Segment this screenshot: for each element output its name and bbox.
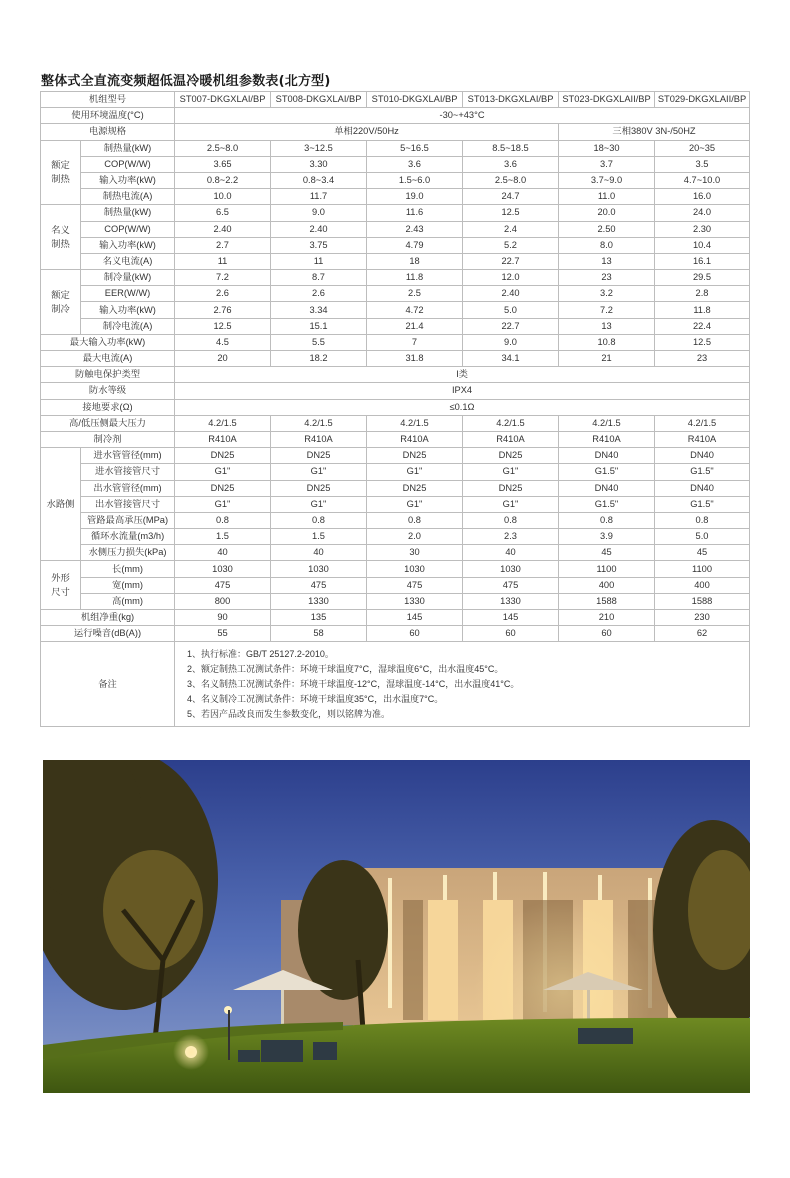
notes-label: 备注 [41, 642, 175, 727]
value-cell: 210 [559, 610, 655, 626]
value-cell: 2.8 [655, 286, 750, 302]
dimensions-group [41, 561, 81, 610]
value-cell: 0.8 [559, 512, 655, 528]
row-label: 最大输入功率(kW) [41, 334, 175, 350]
row-label: 循环水流量(m3/h) [81, 529, 175, 545]
value-cell: 1.5 [271, 529, 367, 545]
value-cell: 11 [271, 253, 367, 269]
value-cell: DN25 [175, 480, 271, 496]
value-cell: 13 [559, 253, 655, 269]
value-cell: 2.0 [367, 529, 463, 545]
value-cell: 1100 [559, 561, 655, 577]
nominal-heating-row [41, 237, 750, 253]
dimensions-row [41, 561, 750, 577]
value-cell: G1" [463, 464, 559, 480]
value-cell: 31.8 [367, 351, 463, 367]
value-cell: 475 [367, 577, 463, 593]
row-label: 长(mm) [81, 561, 175, 577]
value-cell: 90 [175, 610, 271, 626]
notes-row [41, 642, 750, 727]
model-label: 机组型号 [41, 92, 175, 108]
value-cell: 230 [655, 610, 750, 626]
value-cell: 1100 [655, 561, 750, 577]
value-cell: 4.79 [367, 237, 463, 253]
value-cell: 18 [367, 253, 463, 269]
value-cell: 23 [559, 270, 655, 286]
value-cell: 11.0 [559, 189, 655, 205]
value-cell: 40 [463, 545, 559, 561]
row-label: 接地要求(Ω) [41, 399, 175, 415]
value-cell: 45 [655, 545, 750, 561]
value-cell: 4.2/1.5 [463, 415, 559, 431]
value-cell: 475 [175, 577, 271, 593]
value-cell: G1.5" [655, 496, 750, 512]
rated-heating-row [41, 140, 750, 156]
row-label: 最大电流(A) [41, 351, 175, 367]
value-cell: 10.4 [655, 237, 750, 253]
villa-night-photo [43, 760, 750, 1093]
value-cell: 5.5 [271, 334, 367, 350]
value-cell: 5.2 [463, 237, 559, 253]
value-cell: 145 [463, 610, 559, 626]
value-cell: 29.5 [655, 270, 750, 286]
group-label: 额定 [51, 160, 70, 171]
row-label: EER(W/W) [81, 286, 175, 302]
value-cell: G1" [367, 496, 463, 512]
value-cell: ≤0.1Ω [175, 399, 750, 415]
value-cell: 1030 [367, 561, 463, 577]
waterproof-row [41, 383, 750, 399]
value-cell: 23 [655, 351, 750, 367]
value-cell: 475 [463, 577, 559, 593]
value-cell: 12.0 [463, 270, 559, 286]
value-cell: 1588 [559, 593, 655, 609]
value-cell: 2.40 [175, 221, 271, 237]
value-cell: 8.7 [271, 270, 367, 286]
value-cell: 10.8 [559, 334, 655, 350]
value-cell: I类 [175, 367, 750, 383]
nominal-heating-row [41, 205, 750, 221]
value-cell: 3.6 [367, 156, 463, 172]
value-cell: 2.50 [559, 221, 655, 237]
group-label: 制热 [51, 174, 70, 185]
value-cell: 62 [655, 626, 750, 642]
value-cell: 8.0 [559, 237, 655, 253]
value-cell: 2.4 [463, 221, 559, 237]
value-cell: 11.6 [367, 205, 463, 221]
value-cell: 12.5 [175, 318, 271, 334]
value-cell: 24.7 [463, 189, 559, 205]
value-cell: 10.0 [175, 189, 271, 205]
row-label: 输入功率(kW) [81, 237, 175, 253]
row-label: 制热量(kW) [81, 205, 175, 221]
rated-heating-group [41, 140, 81, 205]
note-line: 2、额定制热工况测试条件：环境干球温度7°C，湿球温度6°C，出水温度45°C。 [187, 663, 504, 674]
row-label: 运行噪音(dB(A)) [41, 626, 175, 642]
nominal-heating-group [41, 205, 81, 270]
value-cell: 11 [175, 253, 271, 269]
row-label: 管路最高承压(MPa) [81, 512, 175, 528]
value-cell: 1330 [367, 593, 463, 609]
group-label: 外形 [51, 573, 70, 584]
value-cell: 55 [175, 626, 271, 642]
value-cell: 2.30 [655, 221, 750, 237]
value-cell: G1.5" [559, 496, 655, 512]
row-label: 名义电流(A) [81, 253, 175, 269]
nominal-heating-row [41, 221, 750, 237]
row-label: 进水管管径(mm) [81, 448, 175, 464]
value-cell: DN25 [367, 448, 463, 464]
row-label: 防水等级 [41, 383, 175, 399]
value-cell: 6.5 [175, 205, 271, 221]
value-cell: R410A [175, 431, 271, 447]
note-line: 4、名义制冷工况测试条件：环境干球温度35°C，出水温度7°C。 [187, 693, 444, 704]
value-cell: 4.72 [367, 302, 463, 318]
page-title: 整体式全直流变频超低温冷暖机组参数表(北方型) [41, 74, 331, 89]
row-label: 出水管管径(mm) [81, 480, 175, 496]
value-cell: 2.43 [367, 221, 463, 237]
water-row [41, 496, 750, 512]
value-cell: 2.40 [463, 286, 559, 302]
value-cell: 8.5~18.5 [463, 140, 559, 156]
value-cell: 2.6 [175, 286, 271, 302]
value-cell: DN40 [559, 448, 655, 464]
water-row [41, 529, 750, 545]
value-cell: 16.0 [655, 189, 750, 205]
value-cell: 40 [271, 545, 367, 561]
value-cell: 2.3 [463, 529, 559, 545]
value-cell: 20~35 [655, 140, 750, 156]
value-cell: 45 [559, 545, 655, 561]
value-cell: 60 [559, 626, 655, 642]
value-cell: 30 [367, 545, 463, 561]
value-cell: 3.6 [463, 156, 559, 172]
notes-content [175, 642, 750, 727]
row-label: 制热量(kW) [81, 140, 175, 156]
nominal-heating-row [41, 253, 750, 269]
value-cell: G1.5" [559, 464, 655, 480]
value-cell: DN25 [367, 480, 463, 496]
value-cell: 2.7 [175, 237, 271, 253]
refrigerant-row [41, 431, 750, 447]
value-cell: 5~16.5 [367, 140, 463, 156]
value-cell: 24.0 [655, 205, 750, 221]
power-label: 电源规格 [41, 124, 175, 140]
noise-row [41, 626, 750, 642]
spec-table [40, 91, 750, 727]
value-cell: 60 [463, 626, 559, 642]
value-cell: 22.7 [463, 318, 559, 334]
model-name: ST007-DKGXLAI/BP [175, 92, 271, 108]
value-cell: DN40 [655, 448, 750, 464]
row-label: 宽(mm) [81, 577, 175, 593]
row-label: 高(mm) [81, 593, 175, 609]
value-cell: G1.5" [655, 464, 750, 480]
value-cell: DN40 [559, 480, 655, 496]
note-line: 5、若因产品改良而发生参数变化，则以铭牌为准。 [187, 708, 391, 719]
value-cell: 15.1 [271, 318, 367, 334]
value-cell: 13 [559, 318, 655, 334]
value-cell: 5.0 [463, 302, 559, 318]
value-cell: 1330 [271, 593, 367, 609]
value-cell: 5.0 [655, 529, 750, 545]
water-row [41, 448, 750, 464]
row-label: 制冷剂 [41, 431, 175, 447]
value-cell: 0.8 [655, 512, 750, 528]
value-cell: 1588 [655, 593, 750, 609]
note-line: 1、执行标准：GB/T 25127.2-2010。 [187, 648, 334, 659]
row-label: 制冷量(kW) [81, 270, 175, 286]
rated-cooling-group [41, 270, 81, 335]
group-label: 制冷 [51, 303, 70, 314]
ambient-row [41, 108, 750, 124]
value-cell: 11.8 [655, 302, 750, 318]
value-cell: DN25 [175, 448, 271, 464]
rated-cooling-row [41, 302, 750, 318]
value-cell: G1" [271, 464, 367, 480]
value-cell: IPX4 [175, 383, 750, 399]
value-cell: 7.2 [175, 270, 271, 286]
max-power-row [41, 334, 750, 350]
ambient-value: -30~+43°C [175, 108, 750, 124]
water-row [41, 464, 750, 480]
value-cell: 60 [367, 626, 463, 642]
row-label: 制冷电流(A) [81, 318, 175, 334]
value-cell: R410A [655, 431, 750, 447]
value-cell: 1030 [463, 561, 559, 577]
water-row [41, 512, 750, 528]
header-row [41, 92, 750, 108]
value-cell: R410A [559, 431, 655, 447]
value-cell: 145 [367, 610, 463, 626]
value-cell: 16.1 [655, 253, 750, 269]
row-label: 高/低压侧最大压力 [41, 415, 175, 431]
value-cell: 18~30 [559, 140, 655, 156]
dimensions-row [41, 577, 750, 593]
value-cell: 4.2/1.5 [559, 415, 655, 431]
power-three: 三相380V 3N-/50HZ [559, 124, 750, 140]
value-cell: 1.5 [175, 529, 271, 545]
rated-heating-row [41, 172, 750, 188]
value-cell: 1030 [175, 561, 271, 577]
row-label: 水侧压力损失(kPa) [81, 545, 175, 561]
value-cell: 1.5~6.0 [367, 172, 463, 188]
dimensions-row [41, 593, 750, 609]
value-cell: R410A [271, 431, 367, 447]
value-cell: R410A [367, 431, 463, 447]
value-cell: 21 [559, 351, 655, 367]
row-label: 防触电保护类型 [41, 367, 175, 383]
value-cell: 3.9 [559, 529, 655, 545]
value-cell: 4.5 [175, 334, 271, 350]
rated-cooling-row [41, 318, 750, 334]
group-label: 水路侧 [46, 499, 75, 510]
group-label: 制热 [51, 239, 70, 250]
value-cell: 1330 [463, 593, 559, 609]
value-cell: 3.7~9.0 [559, 172, 655, 188]
ambient-label: 使用环境温度(°C) [41, 108, 175, 124]
max-current-row [41, 351, 750, 367]
group-label: 尺寸 [51, 587, 70, 598]
model-name: ST029-DKGXLAII/BP [655, 92, 750, 108]
value-cell: 3.2 [559, 286, 655, 302]
value-cell: DN25 [463, 480, 559, 496]
ground-row [41, 399, 750, 415]
value-cell: 400 [559, 577, 655, 593]
rated-heating-row [41, 189, 750, 205]
value-cell: 21.4 [367, 318, 463, 334]
value-cell: 11.8 [367, 270, 463, 286]
rated-cooling-row [41, 270, 750, 286]
value-cell: 2.5 [367, 286, 463, 302]
value-cell: 2.5~8.0 [463, 172, 559, 188]
value-cell: 3.7 [559, 156, 655, 172]
value-cell: G1" [175, 464, 271, 480]
value-cell: 800 [175, 593, 271, 609]
value-cell: 2.40 [271, 221, 367, 237]
value-cell: G1" [367, 464, 463, 480]
water-row [41, 545, 750, 561]
power-single: 单相220V/50Hz [175, 124, 559, 140]
value-cell: 4.2/1.5 [367, 415, 463, 431]
group-label: 额定 [51, 289, 70, 300]
value-cell: G1" [175, 496, 271, 512]
value-cell: 4.2/1.5 [655, 415, 750, 431]
row-label: COP(W/W) [81, 156, 175, 172]
value-cell: 400 [655, 577, 750, 593]
value-cell: 0.8~3.4 [271, 172, 367, 188]
value-cell: 19.0 [367, 189, 463, 205]
row-label: COP(W/W) [81, 221, 175, 237]
value-cell: DN25 [271, 448, 367, 464]
value-cell: 7 [367, 334, 463, 350]
value-cell: 11.7 [271, 189, 367, 205]
value-cell: 3.65 [175, 156, 271, 172]
value-cell: 4.2/1.5 [271, 415, 367, 431]
rated-heating-row [41, 156, 750, 172]
model-name: ST010-DKGXLAI/BP [367, 92, 463, 108]
shock-row [41, 367, 750, 383]
value-cell: 7.2 [559, 302, 655, 318]
value-cell: 0.8 [271, 512, 367, 528]
value-cell: 4.7~10.0 [655, 172, 750, 188]
pressure-row [41, 415, 750, 431]
value-cell: 12.5 [463, 205, 559, 221]
value-cell: 34.1 [463, 351, 559, 367]
rated-cooling-row [41, 286, 750, 302]
value-cell: 2.5~8.0 [175, 140, 271, 156]
group-label: 名义 [51, 225, 70, 236]
value-cell: DN25 [463, 448, 559, 464]
value-cell: 40 [175, 545, 271, 561]
value-cell: G1" [463, 496, 559, 512]
value-cell: DN40 [655, 480, 750, 496]
value-cell: 2.76 [175, 302, 271, 318]
value-cell: 4.2/1.5 [175, 415, 271, 431]
note-line: 3、名义制热工况测试条件：环境干球温度-12°C，湿球温度-14°C，出水温度41°C。 [187, 678, 520, 689]
value-cell: 2.6 [271, 286, 367, 302]
value-cell: 22.7 [463, 253, 559, 269]
row-label: 机组净重(kg) [41, 610, 175, 626]
value-cell: 20 [175, 351, 271, 367]
value-cell: 135 [271, 610, 367, 626]
value-cell: 0.8~2.2 [175, 172, 271, 188]
value-cell: 3.5 [655, 156, 750, 172]
value-cell: R410A [463, 431, 559, 447]
value-cell: 0.8 [175, 512, 271, 528]
water-group [41, 448, 81, 561]
value-cell: DN25 [271, 480, 367, 496]
value-cell: 18.2 [271, 351, 367, 367]
value-cell: 0.8 [367, 512, 463, 528]
value-cell: 1030 [271, 561, 367, 577]
model-name: ST008-DKGXLAI/BP [271, 92, 367, 108]
row-label: 输入功率(kW) [81, 302, 175, 318]
value-cell: 9.0 [271, 205, 367, 221]
value-cell: G1" [271, 496, 367, 512]
net-weight-row [41, 610, 750, 626]
value-cell: 3.34 [271, 302, 367, 318]
water-row [41, 480, 750, 496]
value-cell: 20.0 [559, 205, 655, 221]
model-name: ST013-DKGXLAI/BP [463, 92, 559, 108]
value-cell: 22.4 [655, 318, 750, 334]
value-cell: 3.30 [271, 156, 367, 172]
row-label: 制热电流(A) [81, 189, 175, 205]
value-cell: 3.75 [271, 237, 367, 253]
row-label: 输入功率(kW) [81, 172, 175, 188]
value-cell: 9.0 [463, 334, 559, 350]
row-label: 进水管接管尺寸 [81, 464, 175, 480]
value-cell: 0.8 [463, 512, 559, 528]
value-cell: 475 [271, 577, 367, 593]
row-label: 出水管接管尺寸 [81, 496, 175, 512]
value-cell: 12.5 [655, 334, 750, 350]
value-cell: 3~12.5 [271, 140, 367, 156]
value-cell: 58 [271, 626, 367, 642]
power-row [41, 124, 750, 140]
model-name: ST023-DKGXLAII/BP [559, 92, 655, 108]
